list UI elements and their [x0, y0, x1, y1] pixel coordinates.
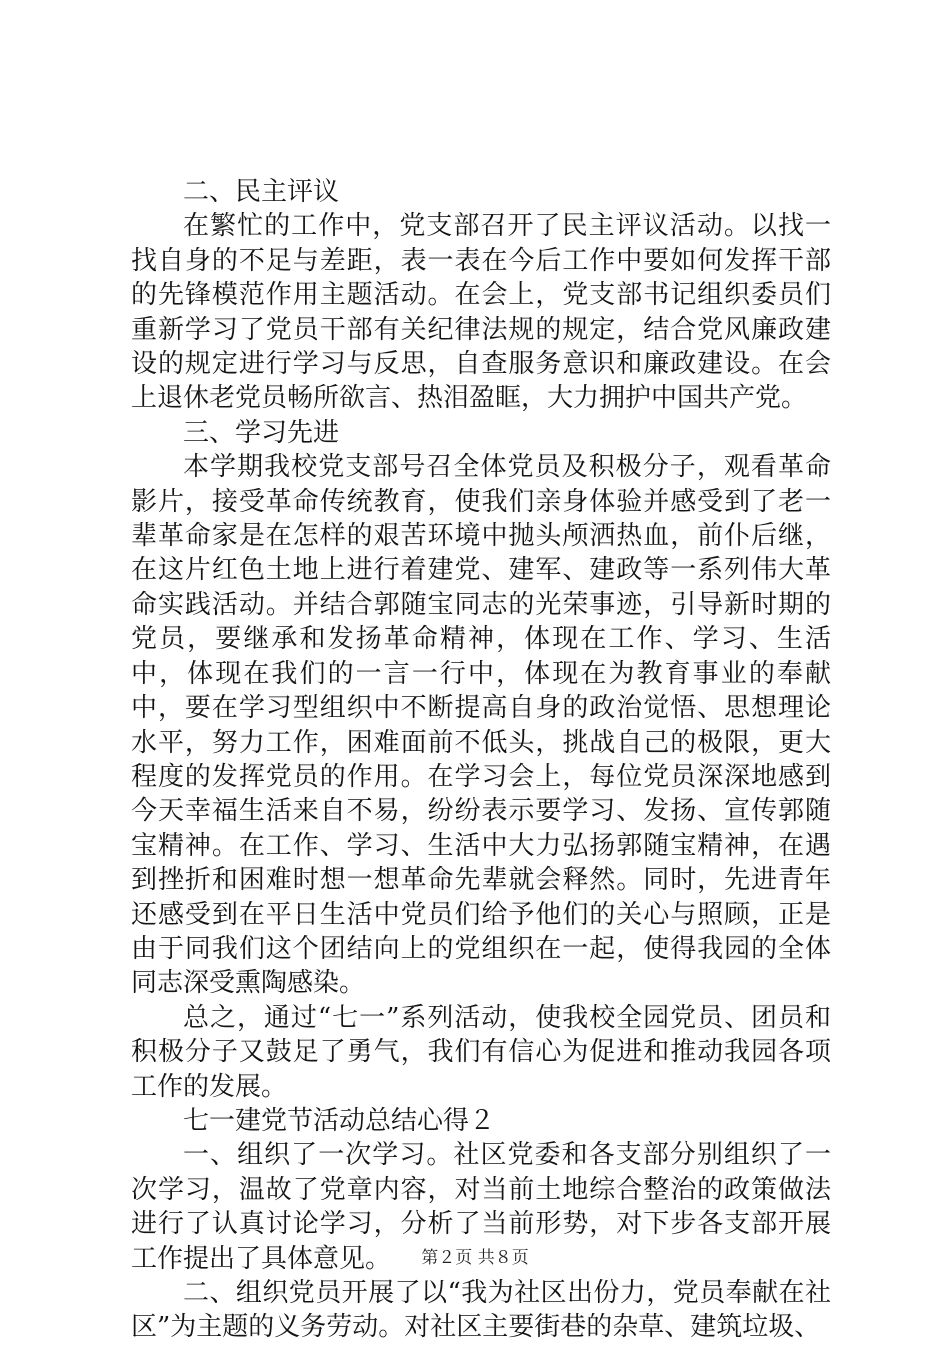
paragraph-democratic-review: 在繁忙的工作中，党支部召开了民主评议活动。以找一找自身的不足与差距，表一表在今后工作中要如何发挥干部的先锋模范作用主题活动。在会上，党支部书记组织委员们重新学习了党员干部有关纪律法规的规定，结合党风廉政建设的规定进行学习与反思，自查服务意识和廉政建设。在会上退休老党员畅所欲言、热泪盈眶，大力拥护中国共产党。	[131, 211, 831, 414]
paragraph-conclusion: 总之，通过“七一”系列活动，使我校全园党员、团员和积极分子又鼓足了勇气，我们有信心为促进和推动我园各项工作的发展。	[131, 1002, 831, 1102]
paragraph-learn-advanced: 本学期我校党支部号召全体党员及积极分子，观看革命影片，接受革命传统教育，使我们亲身体验并感受到了老一辈革命家是在怎样的艰苦环境中抛头颅洒热血，前仆后继，在这片红色土地上进行着建党、建军、建政等一系列伟大革命实践活动。并结合郭随宝同志的光荣事迹，引导新时期的党员，要继承和发扬革命精神，体现在工作、学习、生活中，体现在我们的一言一行中，体现在为教育事业的奉献中，要在学习型组织中不断提高自身的政治觉悟、思想理论水平，努力工作，困难面前不低头，挑战自己的极限，更大程度的发挥党员的作用。在学习会上，每位党员深深地感到今天幸福生活来自不易，纷纷表示要学习、发扬、宣传郭随宝精神。在工作、学习、生活中大力弘扬郭随宝精神，在遇到挫折和困难时想一想革命先辈就会释然。同时，先进青年还感受到在平日生活中党员们给予他们的关心与照顾，正是由于同我们这个团结向上的党组织在一起，使得我园的全体同志深受熏陶感染。	[131, 452, 831, 999]
section-heading-learn-advanced: 三、学习先进	[183, 417, 340, 448]
document-body	[131, 175, 831, 1345]
section-heading-democratic-review: 二、民主评议	[183, 177, 340, 207]
paragraph-organized-study: 一、组织了一次学习。社区党委和各支部分别组织了一次学习，温故了党章内容，对当前土地综合整治的政策做法进行了认真讨论学习，分析了当前形势，对下步各支部开展工作提出了具体意见。	[131, 1140, 831, 1274]
section-heading-summary-2: 七一建党节活动总结心得２	[183, 1105, 496, 1136]
page-number-footer: 第２页 共８页	[421, 1248, 529, 1268]
paragraph-volunteer-labor: 二、组织党员开展了以“我为社区出份力，党员奉献在社区”为主题的义务劳动。对社区主要街巷的杂草、建筑垃圾、	[131, 1278, 831, 1343]
